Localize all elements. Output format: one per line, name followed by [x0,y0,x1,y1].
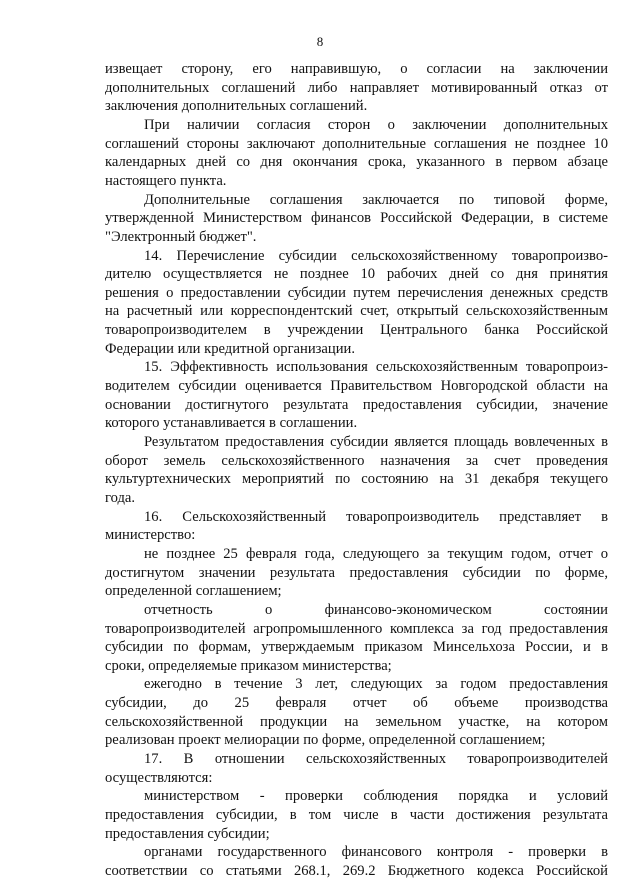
text-line: соглашений стороны заключают дополнительные соглашения не позднее 10 [105,135,608,152]
text-line: субсидии по формам, утверждаемым приказом Минсельхоза России, и в [105,639,608,656]
text-line: извещает сторону, его направившую, о согласии на заключении [105,61,608,77]
text-line: осуществляются: [105,769,213,786]
text-line: заключения дополнительных соглашений. [105,98,368,115]
page-number: 8 [316,34,324,49]
text-line: субсидии, до 25 февраля отчет об объеме производства [105,695,608,712]
text-line: 17. В отношении сельскохозяйственных товаропроизводителей [144,751,608,768]
text-line: 15. Эффективность использования сельскохозяйственным товаропроиз- [144,359,608,376]
text-line: предоставления субсидии; [105,825,270,842]
text-line: водителем субсидии оценивается Правительством Новгородской области на [105,378,608,395]
text-line: товаропроизводителем в учреждении Центрального банка Российской [105,322,608,339]
text-line: 16. Сельскохозяйственный товаропроизводитель представляет в [144,508,608,525]
text-line: 14. Перечисление субсидии сельскохозяйственному товаропроизво- [144,247,608,264]
text-line: предоставления субсидии, в том числе в части достижения результата [105,807,608,823]
text-line: товаропроизводителей агропромышленного комплекса за год предоставления [105,620,608,637]
text-line: календарных дней со дня окончания срока, указанного в первом абзаце [105,154,608,171]
text-line: на расчетный или корреспондентский счет, открытый сельскохозяйственным [105,303,608,320]
text-line: утвержденной Министерством финансов Российской Федерации, в системе [105,210,608,227]
text-line: "Электронный бюджет". [105,228,257,245]
text-line: реализован проект мелиорации по форме, определенной соглашением; [105,732,546,749]
text-line: года. [105,489,136,506]
text-line: соответствии со статьями 268.1, 269.2 Бюджетного кодекса Российской [105,862,608,879]
text-line: культуртехнических мероприятий по состоянию на 31 декабря текущего [105,471,608,488]
text-line: отчетность о финансово-экономическом состоянии [144,601,608,618]
text-line: которого устанавливается в соглашении. [105,415,358,432]
text-line: основании достигнутого результата предоставления субсидии, значение [105,396,608,413]
text-line: ежегодно в течение 3 лет, следующих за годом предоставления [144,676,608,693]
text-line: Дополнительные соглашения заключается по типовой форме, [144,191,608,208]
text-line: органами государственного финансового контроля - проверки в [144,844,608,861]
text-line: дителю осуществляется не позднее 10 рабочих дней со дня принятия [105,266,608,283]
text-line: министерство: [105,527,196,544]
text-line: При наличии согласия сторон о заключении дополнительных [144,116,608,133]
text-line: решения о предоставлении субсидии путем перечисления денежных средств [105,284,608,301]
text-line: дополнительных соглашений либо направляет мотивированный отказ от [105,79,608,96]
text-line: сроки, определяемые приказом министерства; [105,657,392,674]
text-line: не позднее 25 февраля года, следующего за текущим годом, отчет о [144,545,608,562]
text-line: Результатом предоставления субсидии является площадь вовлеченных в [144,434,608,450]
text-line: оборот земель сельскохозяйственного назначения за счет проведения [105,452,608,469]
text-line: достигнутом значении результата предоставления субсидии по форме, [105,564,608,581]
text-line: настоящего пункта. [105,172,227,189]
text-line: Федерации или кредитной организации. [105,340,355,357]
text-line: министерством - проверки соблюдения порядка и условий [144,788,608,805]
text-line: определенной соглашением; [105,583,282,600]
text-line: сельскохозяйственной продукции на земельном участке, на котором [105,713,608,730]
